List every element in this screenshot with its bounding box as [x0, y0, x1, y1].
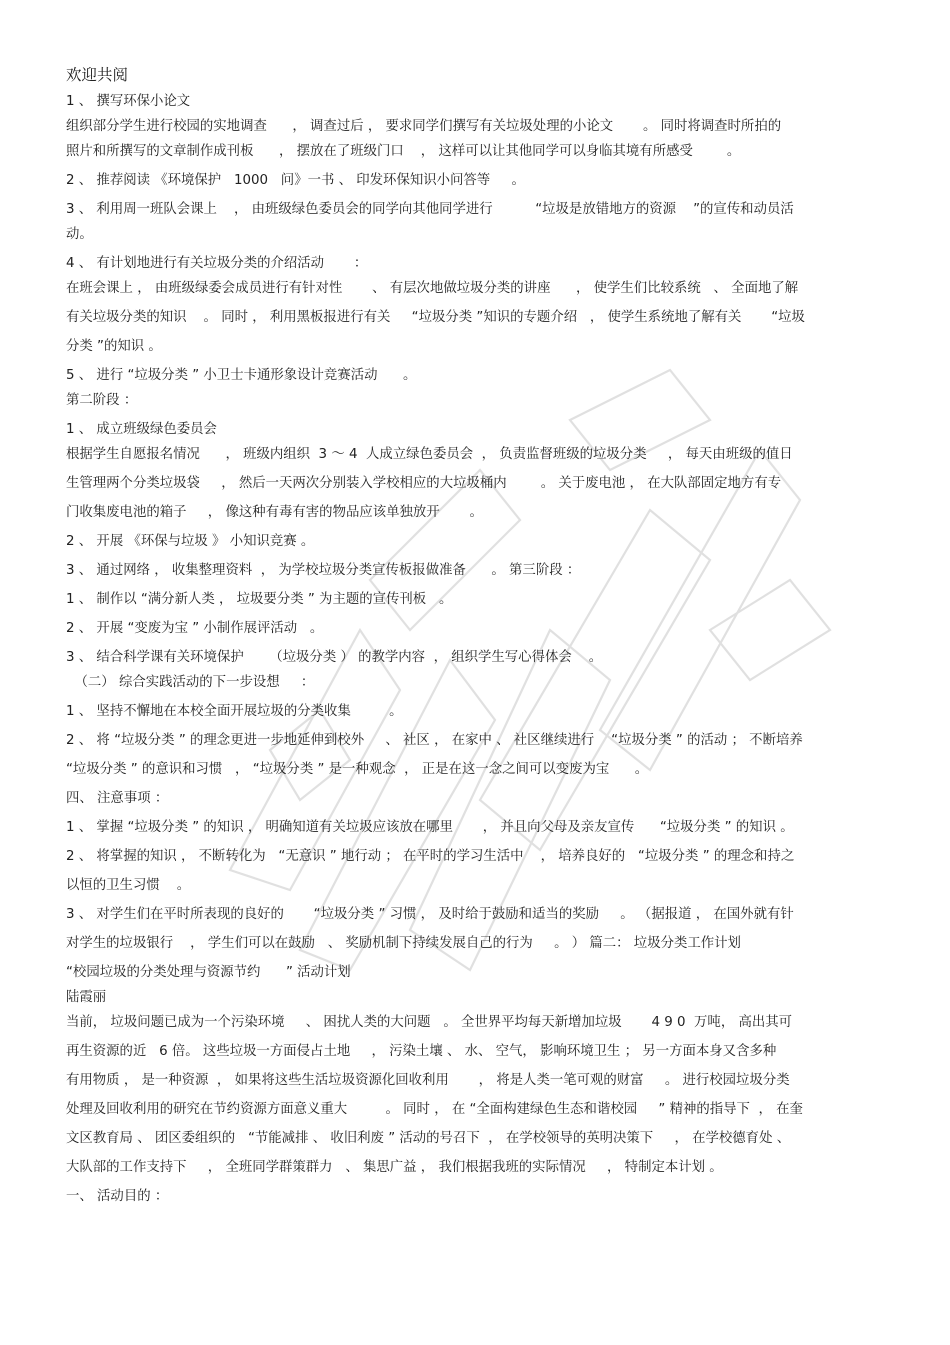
text-line: 1 、 制作以 “满分新人类 ， 垃圾要分类 ” 为主题的宣传刊板 。: [66, 592, 453, 607]
text-line: “垃圾分类 ” 的意识和习惯 ， “垃圾分类 ” 是一种观念 ， 正是在这一念之间可以变废为宝 。: [66, 762, 649, 777]
text-line: 对学生的垃圾银行 ， 学生们可以在鼓励 、 奖励机制下持续发展自己的行为 。 ） 篇二： 垃圾分类工作计划: [66, 936, 741, 951]
text-line: 1 、 掌握 “垃圾分类 ” 的知识 ， 明确知道有关垃圾应该放在哪里 ， 并且向父母及亲友宣传 “垃圾分类 ” 的知识 。: [66, 820, 794, 835]
text-line: 分类 ”的知识 。: [66, 339, 162, 354]
text-line: 2 、 开展 《环保与垃圾 》 小知识竞赛 。: [66, 534, 315, 549]
text-line: 以恒的卫生习惯 。: [66, 878, 191, 893]
text-line: 生管理两个分类垃圾袋 ， 然后一天两次分别装入学校相应的大垃圾桶内 。 关于废电池 ， 在大队部固定地方有专: [66, 476, 782, 491]
text-line: 在班会课上 ， 由班级绿委会成员进行有针对性 、 有层次地做垃圾分类的讲座 ， 使学生们比较系统 、 全面地了解: [66, 281, 799, 296]
text-line: 四、 注意事项 ：: [66, 791, 169, 806]
text-line: 1 、 坚持不懈地在本校全面开展垃圾的分类收集 。: [66, 704, 403, 719]
text-line: 照片和所撰写的文章制作成刊板 ， 摆放在了班级门口 ， 这样可以让其他同学可以身临其境有所感受 。: [66, 144, 741, 159]
text-line: 再生资源的近 6 倍。 这些垃圾一方面侵占土地 ， 污染土壤 、 水、 空气， 影响环境卫生 ； 另一方面本身又含多种: [66, 1044, 777, 1059]
text-line: 2 、 推荐阅读 《环境保护 1000 问》一书 、 印发环保知识小问答等 。: [66, 173, 525, 188]
text-line: 3 、 对学生们在平时所表现的良好的 “垃圾分类 ” 习惯 ， 及时给于鼓励和适当的奖励 。 （据报道 ， 在国外就有针: [66, 907, 794, 922]
text-line: 组织部分学生进行校园的实地调查 ， 调查过后 ， 要求同学们撰写有关垃圾处理的小论文 。 同时将调查时所拍的: [66, 119, 782, 134]
document-body: [66, 62, 878, 1209]
text-line: 文区教育局 、 团区委组织的 “节能减排 、 收旧利废 ” 活动的号召下 ， 在学校领导的英明决策下 ， 在学校德育处 、: [66, 1131, 791, 1146]
text-line: 1 、 成立班级绿色委员会: [66, 422, 217, 437]
text-line: 2 、 将 “垃圾分类 ” 的理念更进一步地延伸到校外 、 社区 ， 在家中 、 社区继续进行 “垃圾分类 ” 的活动 ； 不断培养: [66, 733, 803, 748]
text-line: 有用物质 ， 是一种资源 ， 如果将这些生活垃圾资源化回收利用 ， 将是人类一笔可观的财富 。 进行校园垃圾分类: [66, 1073, 790, 1088]
text-line: 3 、 结合科学课有关环境保护 （垃圾分类 ） 的教学内容 ， 组织学生写心得体会 。: [66, 650, 603, 665]
text-line: 当前， 垃圾问题已成为一个污染环境 、 困扰人类的大问题 。 全世界平均每天新增加垃圾 4 9 0 万吨， 高出其可: [66, 1015, 793, 1030]
text-line: “校园垃圾的分类处理与资源节约 ” 活动计划: [66, 965, 351, 980]
text-line: 2 、 将掌握的知识 ， 不断转化为 “无意识 ” 地行动 ； 在平时的学习生活中 ， 培养良好的 “垃圾分类 ” 的理念和持之: [66, 849, 795, 864]
text-line: 2 、 开展 “变废为宝 ” 小制作展评活动 。: [66, 621, 324, 636]
text-line: （二） 综合实践活动的下一步设想 ：: [66, 675, 315, 690]
document-title: 欢迎共阅: [66, 66, 129, 84]
text-line: 门收集废电池的箱子 ， 像这种有毒有害的物品应该单独放开 。: [66, 505, 483, 520]
text-line: 3 、 利用周一班队会课上 ， 由班级绿色委员会的同学向其他同学进行 “垃圾是放错地方的资源 ”的宣传和动员活: [66, 202, 794, 217]
text-line: 3 、 通过网络 ， 收集整理资料 ， 为学校垃圾分类宣传板报做准备 。 第三阶段 ：: [66, 563, 581, 578]
text-line: 第二阶段 ：: [66, 393, 138, 408]
text-line: 大队部的工作支持下 ， 全班同学群策群力 、 集思广益 ， 我们根据我班的实际情况 ， 特制定本计划 。: [66, 1160, 723, 1175]
text-line: 有关垃圾分类的知识 。 同时 ， 利用黑板报进行有关 “垃圾分类 ”知识的专题介绍 ， 使学生系统地了解有关 “垃圾: [66, 310, 805, 325]
text-line: 陆霞丽: [66, 990, 107, 1005]
text-line: 5 、 进行 “垃圾分类 ” 小卫士卡通形象设计竞赛活动 。: [66, 368, 417, 383]
text-line: 动。: [66, 227, 93, 242]
text-line: 处理及回收利用的研究在节约资源方面意义重大 。 同时 ， 在 “全面构建绿色生态和谐校园 ” 精神的指导下 ， 在奎: [66, 1102, 803, 1117]
text-line: 4 、 有计划地进行有关垃圾分类的介绍活动 ：: [66, 256, 368, 271]
text-line: 一、 活动目的 ：: [66, 1189, 169, 1204]
text-line: 1 、 撰写环保小论文: [66, 94, 191, 109]
text-line: 根据学生自愿报名情况 ， 班级内组织 3 ～ 4 人成立绿色委员会 ， 负责监督班级的垃圾分类 ， 每天由班级的值日: [66, 447, 793, 462]
